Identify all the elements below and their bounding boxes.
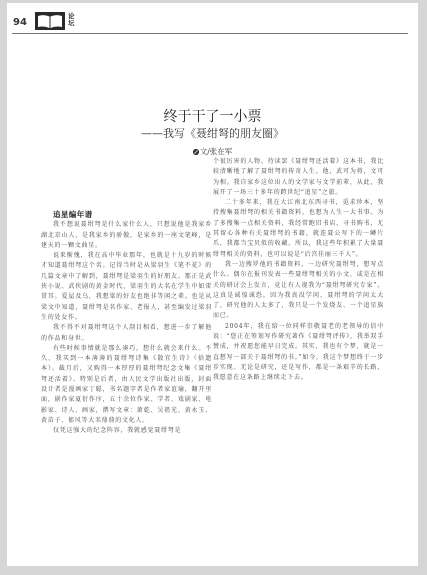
article-title: 终于干了一小票 bbox=[163, 109, 262, 125]
paragraph: 我不想说聂绀弩是什么家什么人，只想说他是我家乡湖北京山人，是我家乡的骄傲，是家乡的一座文笔峰，是建天的一颗文曲星。 bbox=[41, 221, 212, 249]
right-column bbox=[213, 157, 384, 384]
open-book-icon bbox=[35, 12, 65, 30]
section-heading: 追星编年谱 bbox=[53, 210, 93, 219]
left-column bbox=[41, 210, 212, 437]
paragraph: 我不得不对聂绀弩这个人刮目相看，想进一步了解他的作品和身世。 bbox=[41, 324, 212, 342]
paragraph: 个很厉害的人物。待读罢《聂绀弩还活着》这本书，我比较清晰地了解了聂绀弩的传奇人生。他，武可为将，文可为相。我自家乡这位出人的文学家与文学前辈，从此，我展开了一场三十多年的跨世纪“追星”之旅。 bbox=[213, 158, 384, 196]
magazine-page bbox=[7, 3, 418, 566]
byline-text: 文/张在军 bbox=[199, 147, 233, 156]
paragraph: 2004年，我在给一位同样崇敬聂老的老领导的信中说：“您正在筹划写作研究著作《聂绀弩评传》，我举双手赞成，并祝愿您能早日完成。其实，我也有个梦，就是一直想写一部关于聂绀弩的书。”如今，我这个梦想终于一步步实现。无论是研究，还是写作，都是一条艰辛的长路，我愿意在这条路上继续走下去。 bbox=[213, 322, 384, 382]
header-divider bbox=[12, 33, 408, 34]
paragraph: 仅凭这强大的纪念阵容，我就感觉聂绀弩是 bbox=[53, 427, 182, 435]
article-subtitle: ——我写《聂绀弩的朋友圈》 bbox=[141, 127, 284, 140]
paragraph: 有些时候事情就是那么凑巧，想什么就会来什么。不久，我买到一本薄薄的聂绀弩诗集《散宜生诗》（拾遗本）。截月后，又购得一本厚厚的聂绀弩纪念文集《聂绀弩还活着》。特别是后者，由人民文学出版社出版，封面设计者是漫画家丁聪，书名题字者是作者家谊瑜，翻开里面，剧作家夏衍作序，五十余位作家、学者、戏剧家、电影家、诗人、画家，撰写文章：萧乾、吴祖光、黄永玉、黄苗子、郁风等大名鼎鼎的文化人。 bbox=[41, 344, 212, 424]
author-byline bbox=[7, 146, 418, 157]
section-label: 论坛 bbox=[68, 12, 75, 27]
paragraph: 说来惭愧，我在高中毕业那年，也就是十九岁的时候才知道聂绀弩这个名。记得当时是从梁羽生《笔不花》的几篇文章中了解到，聂绀弩是梁羽生的好朋友。那正是武侠小说、武侠剧的黄金时代，梁羽生的大名在学生中如雷贯耳。爱屋及乌，我想梁的好友也绝非等闲之辈。也是从梁文中知道，聂绀弩是名作家、老报人，甚至编发过梁羽生的处女作。 bbox=[41, 252, 212, 321]
paragraph: 我一边搜罗他的书籍资料，一边研究聂绀弩，想写点什么。偶尔在报刊发表一些聂绀弩相关的小文，或是在相关的研讨会上发言，竟让有人视我为“聂绀弩研究专家”。这真是诚惶诚恐，因为我真没学问，聂绀弩的学问太大了，研究他的人太多了，我只是一个发烧友、一个追星族而已。 bbox=[213, 260, 384, 320]
page-header bbox=[7, 3, 418, 33]
pen-bullet-icon bbox=[193, 149, 199, 155]
page-number: 94 bbox=[13, 17, 27, 28]
paragraph: 二十多年来，我在大江南北东西寻书，觅求珍本，坚持搜集聂绀弩的相关书籍资料，也想为人生一大书事。为了多搜集一点相关资料，我经常跑旧书店，寻书购书，尤其留心各种有关聂绀弩的书籍，就连聂公写下的一鳞片爪，我都当宝贝似的收藏。所以，我这些年积累了大量聂绀弩相关的资料，也可以说是“后宫佳丽三千人”。 bbox=[213, 199, 384, 258]
